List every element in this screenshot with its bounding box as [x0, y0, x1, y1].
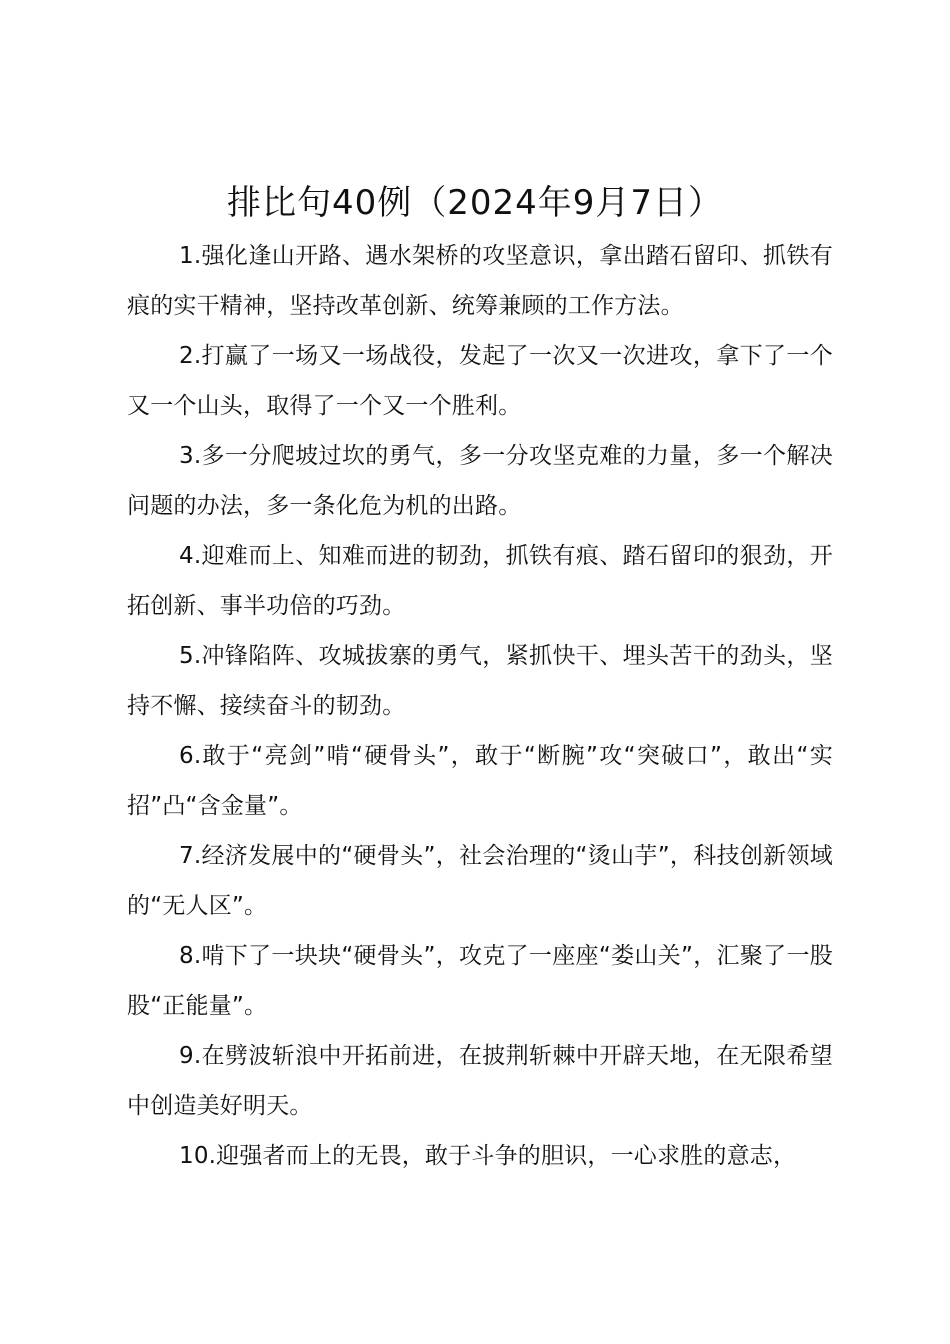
- paragraph-6: 6.敢于“亮剑”啃“硬骨头”，敢于“断腕”攻“突破口”，敢出“实招”凸“含金量”。: [127, 743, 833, 819]
- paragraph-4: 4.迎难而上、知难而进的韧劲，抓铁有痕、踏石留印的狠劲，开拓创新、事半功倍的巧劲。: [127, 543, 833, 619]
- paragraph-1: 1.强化逢山开路、遇水架桥的攻坚意识，拿出踏石留印、抓铁有痕的实干精神，坚持改革创新、统筹兼顾的工作方法。: [127, 243, 833, 319]
- paragraph-9: 9.在劈波斩浪中开拓前进，在披荆斩棘中开辟天地，在无限希望中创造美好明天。: [127, 1043, 833, 1119]
- paragraph-2: 2.打赢了一场又一场战役，发起了一次又一次进攻，拿下了一个又一个山头，取得了一个又一个胜利。: [127, 343, 833, 419]
- document-body: [127, 231, 833, 1181]
- paragraph-10: 10.迎强者而上的无畏，敢于斗争的胆识，一心求胜的意志，: [179, 1143, 797, 1169]
- paragraph-3: 3.多一分爬坡过坎的勇气，多一分攻坚克难的力量，多一个解决问题的办法，多一条化危为机的出路。: [127, 443, 833, 519]
- paragraph-7: 7.经济发展中的“硬骨头”，社会治理的“烫山芋”，科技创新领域的“无人区”。: [127, 843, 833, 919]
- paragraph-5: 5.冲锋陷阵、攻城拔寨的勇气，紧抓快干、埋头苦干的劲头，坚持不懈、接续奋斗的韧劲。: [127, 643, 833, 719]
- paragraph-8: 8.啃下了一块块“硬骨头”，攻克了一座座“娄山关”，汇聚了一股股“正能量”。: [127, 943, 833, 1019]
- document-title: 排比句40例（2024年9月7日）: [226, 183, 724, 223]
